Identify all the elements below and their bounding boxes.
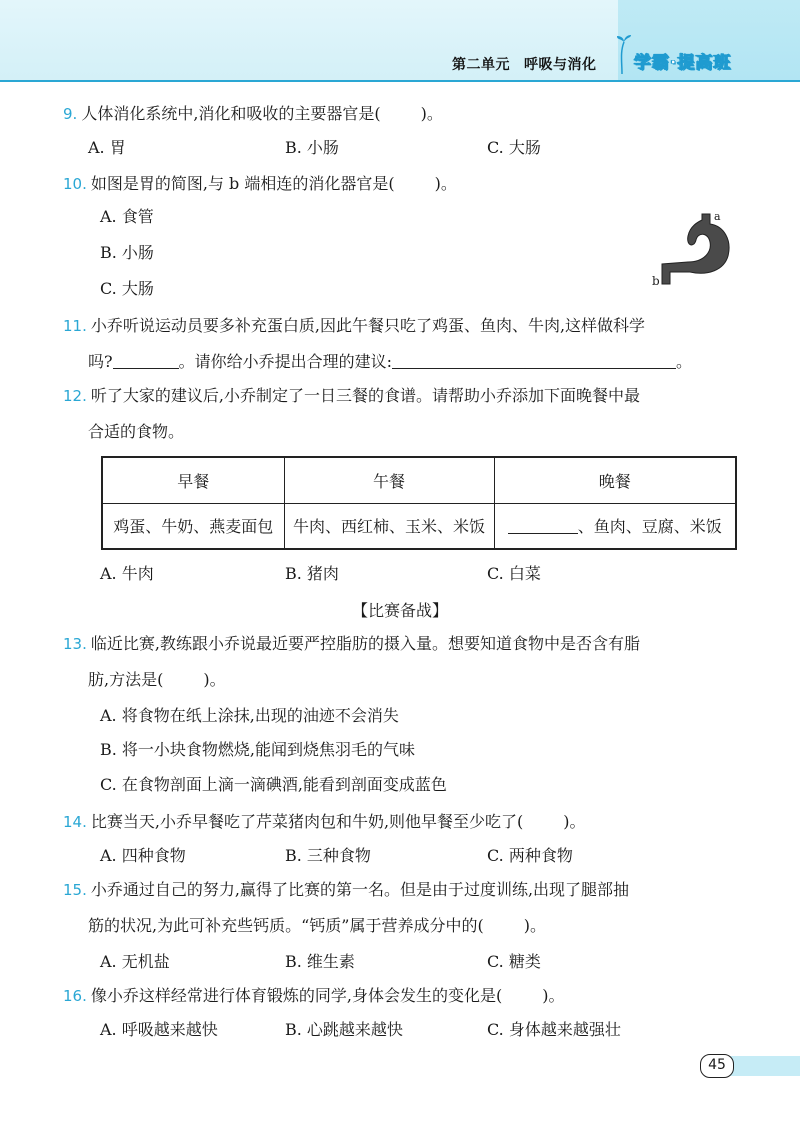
question-15 <box>63 880 629 900</box>
question-number: 12. <box>63 387 87 405</box>
question-11 <box>63 316 645 336</box>
question-text: )。 <box>523 916 546 935</box>
question-text-line1: 听了大家的建议后,小乔制定了一日三餐的食谱。请帮助小乔添加下面晚餐中最 <box>90 386 640 405</box>
table-row <box>102 503 736 549</box>
question-text: 如图是胃的简图,与 b 端相连的消化器官是( <box>90 174 395 193</box>
question-15-line2 <box>88 916 546 936</box>
option-a: A. 将食物在纸上涂抹,出现的油迹不会消失 <box>100 706 399 725</box>
page-number: 45 <box>700 1054 734 1078</box>
dinner-blank[interactable] <box>508 518 578 534</box>
table-header: 晚餐 <box>494 457 736 503</box>
option-c: C. 两种食物 <box>487 846 573 865</box>
question-text: 吗? <box>88 352 113 371</box>
meal-table <box>101 456 737 550</box>
question-number: 9. <box>63 105 78 123</box>
question-number: 11. <box>63 317 87 335</box>
option-a: A. 呼吸越来越快 <box>100 1020 218 1039</box>
answer-blank[interactable] <box>113 353 179 369</box>
question-text: 。 <box>676 352 693 371</box>
question-13 <box>63 634 640 654</box>
brand-text: 学霸·提高班 <box>634 53 732 73</box>
question-10 <box>63 174 457 194</box>
table-cell: 牛肉、西红柿、玉米、米饭 <box>284 503 494 549</box>
option-b: B. 猪肉 <box>285 564 339 583</box>
question-12-line2: 合适的食物。 <box>88 422 185 441</box>
question-number: 16. <box>63 987 87 1005</box>
question-tail: )。 <box>434 174 457 193</box>
question-number: 15. <box>63 881 87 899</box>
question-number: 14. <box>63 813 87 831</box>
option-a: A. 四种食物 <box>100 846 186 865</box>
question-tail: )。 <box>420 104 443 123</box>
label-b: b <box>652 274 660 288</box>
question-13-line2 <box>88 670 226 690</box>
question-text: )。 <box>203 670 226 689</box>
option-a: A. 牛肉 <box>100 564 154 583</box>
option-c: C. 身体越来越强壮 <box>487 1020 621 1039</box>
table-cell-dinner <box>494 503 736 549</box>
question-tail: )。 <box>542 986 565 1005</box>
question-text-line1: 小乔听说运动员要多补充蛋白质,因此午餐只吃了鸡蛋、鱼肉、牛肉,这样做科学 <box>90 316 646 335</box>
question-text: 比赛当天,小乔早餐吃了芹菜猪肉包和牛奶,则他早餐至少吃了( <box>90 812 524 831</box>
question-text: 肪,方法是( <box>88 670 164 689</box>
option-b: B. 三种食物 <box>285 846 371 865</box>
label-a: a <box>714 210 721 223</box>
question-text: 像小乔这样经常进行体育锻炼的同学,身体会发生的变化是( <box>90 986 503 1005</box>
topic-label: 呼吸与消化 <box>524 57 597 73</box>
option-b: B. 心跳越来越快 <box>285 1020 403 1039</box>
option-b: B. 将一小块食物燃烧,能闻到烧焦羽毛的气味 <box>100 740 416 759</box>
table-header: 早餐 <box>102 457 284 503</box>
option-a: A. 胃 <box>88 138 126 157</box>
table-cell-text: 、鱼肉、豆腐、米饭 <box>577 517 722 537</box>
question-number: 13. <box>63 635 87 653</box>
section-title: 【比赛备战】 <box>351 601 448 620</box>
table-cell: 鸡蛋、牛奶、燕麦面包 <box>102 503 284 549</box>
question-text: 人体消化系统中,消化和吸收的主要器官是( <box>81 104 381 123</box>
option-a: A. 无机盐 <box>100 952 170 971</box>
option-b: B. 小肠 <box>100 243 154 262</box>
option-c: C. 在食物剖面上滴一滴碘酒,能看到剖面变成蓝色 <box>100 775 447 794</box>
table-header-row <box>102 457 736 503</box>
question-9 <box>63 104 443 124</box>
option-c: C. 白菜 <box>487 564 541 583</box>
question-11-line2 <box>88 352 692 372</box>
question-tail: )。 <box>563 812 586 831</box>
option-a: A. 食管 <box>100 207 154 226</box>
question-14 <box>63 812 586 832</box>
question-16 <box>63 986 564 1006</box>
question-number: 10. <box>63 175 87 193</box>
question-text: 筋的状况,为此可补充些钙质。“钙质”属于营养成分中的( <box>88 916 484 935</box>
unit-label: 第二单元 <box>452 57 510 73</box>
question-text-line1: 小乔通过自己的努力,赢得了比赛的第一名。但是由于过度训练,出现了腿部抽 <box>90 880 630 899</box>
option-c: C. 大肠 <box>100 279 154 298</box>
table-header: 午餐 <box>284 457 494 503</box>
stomach-diagram <box>652 206 736 290</box>
option-c: C. 大肠 <box>487 138 541 157</box>
option-b: B. 小肠 <box>285 138 339 157</box>
question-text: 。请你给小乔提出合理的建议: <box>178 352 392 371</box>
suggestion-blank[interactable] <box>392 353 676 369</box>
question-12 <box>63 386 640 406</box>
option-c: C. 糖类 <box>487 952 541 971</box>
question-text-line1: 临近比赛,教练跟小乔说最近要严控脂肪的摄入量。想要知道食物中是否含有脂 <box>90 634 640 653</box>
option-b: B. 维生素 <box>285 952 355 971</box>
